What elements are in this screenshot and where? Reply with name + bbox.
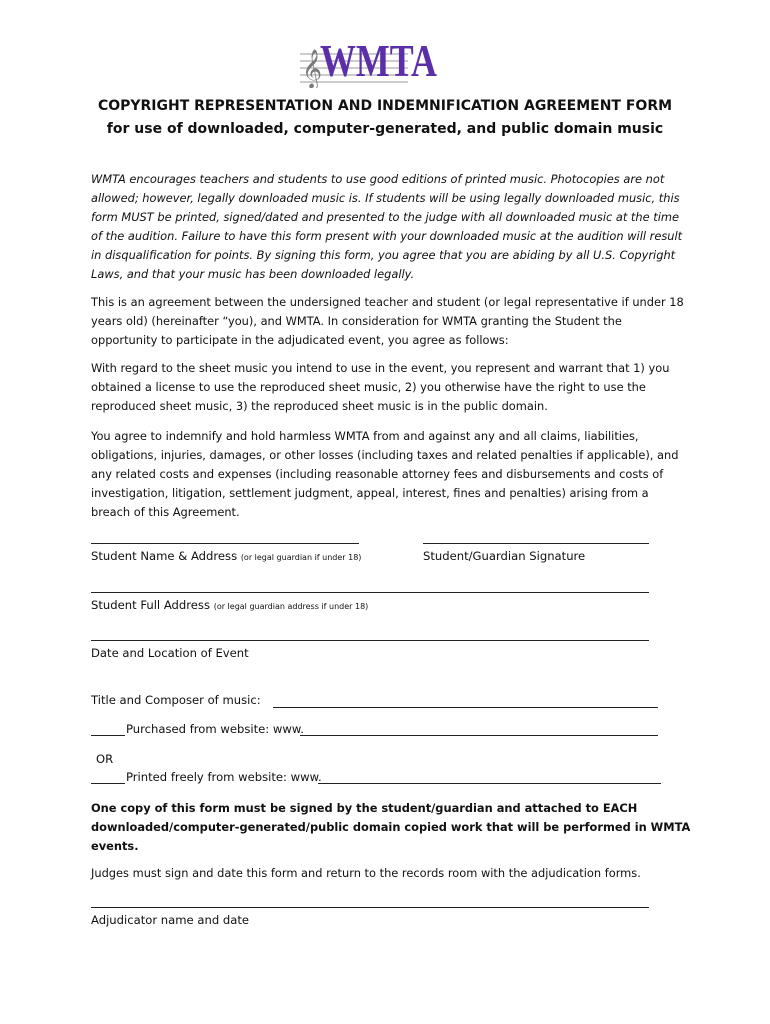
student-name-note: (or legal guardian if under 18): [240, 553, 362, 562]
full-address-note: (or legal guardian address if under 18): [213, 602, 369, 611]
bold-notice: One copy of this form must be signed by the student/guardian and attached to EACH downloaded/computer-generated/public domain copied work that will be performed in WMTA events.: [91, 801, 691, 853]
printed-check-line[interactable]: [91, 783, 125, 784]
title-composer-line[interactable]: [273, 707, 658, 708]
logo-text: WMTA: [320, 35, 437, 86]
signature-line[interactable]: [423, 543, 649, 544]
form-subtitle: for use of downloaded, computer-generated, and public domain music: [106, 121, 664, 137]
purchased-label: Purchased from website: www.: [126, 722, 304, 736]
svg-text:𝄞: 𝄞: [302, 49, 323, 88]
indemnify-paragraph: You agree to indemnify and hold harmless WMTA from and against any and all claims, liabilities, obligations, injuries, damages, or other losses (including taxes and related penalties if applicable), and any related costs and expenses (including reasonable attorney fees and disbursements and costs of investigation, litigation, settlement judgment, appeal, interest, fines and penalties) arising from a breach of this Agreement.: [91, 429, 679, 519]
printed-url-line[interactable]: [318, 783, 661, 784]
purchased-url-line[interactable]: [300, 735, 658, 736]
date-location-label: Date and Location of Event: [91, 646, 249, 660]
wmta-logo: [300, 35, 437, 88]
form-title: COPYRIGHT REPRESENTATION AND INDEMNIFICATION AGREEMENT FORM: [97, 98, 673, 114]
signature-label: Student/Guardian Signature: [423, 549, 586, 563]
intro-paragraph: WMTA encourages teachers and students to use good editions of printed music. Photocopies are not allowed; however, legally downloaded music is. If students will be using legally downloaded music, this form MUST be printed, signed/dated and presented to the judge with all downloaded music at the time of the audition. Failure to have this form present with your downloaded music at the audition will result in disqualification for points. By signing this form, you agree that you are abiding by all U.S. Copyright Laws, and that your music has been downloaded legally.: [91, 172, 683, 281]
or-label: OR: [96, 752, 114, 766]
student-name-text: Student Name & Address: [91, 549, 238, 563]
full-address-label: [91, 597, 368, 615]
warrant-paragraph: With regard to the sheet music you intend to use in the event, you represent and warrant that 1) you obtained a license to use the reproduced sheet music, 2) you otherwise have the right to use the reproduced sheet music, 3) the reproduced sheet music is in the public domain.: [91, 361, 670, 413]
student-name-line[interactable]: [91, 543, 359, 544]
printed-label: Printed freely from website: www.: [126, 770, 322, 784]
full-address-text: Student Full Address: [91, 598, 211, 612]
agreement-paragraph: This is an agreement between the undersigned teacher and student (or legal representative if under 18 years old) (hereinafter “you), and WMTA. In consideration for WMTA granting the Student the opportunity to participate in the adjudicated event, you agree as follows:: [91, 295, 684, 347]
adjudicator-label: Adjudicator name and date: [91, 913, 250, 927]
title-composer-label: Title and Composer of music:: [91, 693, 261, 707]
purchased-check-line[interactable]: [91, 735, 125, 736]
judges-note: Judges must sign and date this form and return to the records room with the adjudication forms.: [91, 866, 641, 880]
student-name-label: [91, 548, 361, 566]
adjudicator-line[interactable]: [91, 907, 649, 908]
full-address-line[interactable]: [91, 592, 649, 593]
date-location-line[interactable]: [91, 640, 649, 641]
